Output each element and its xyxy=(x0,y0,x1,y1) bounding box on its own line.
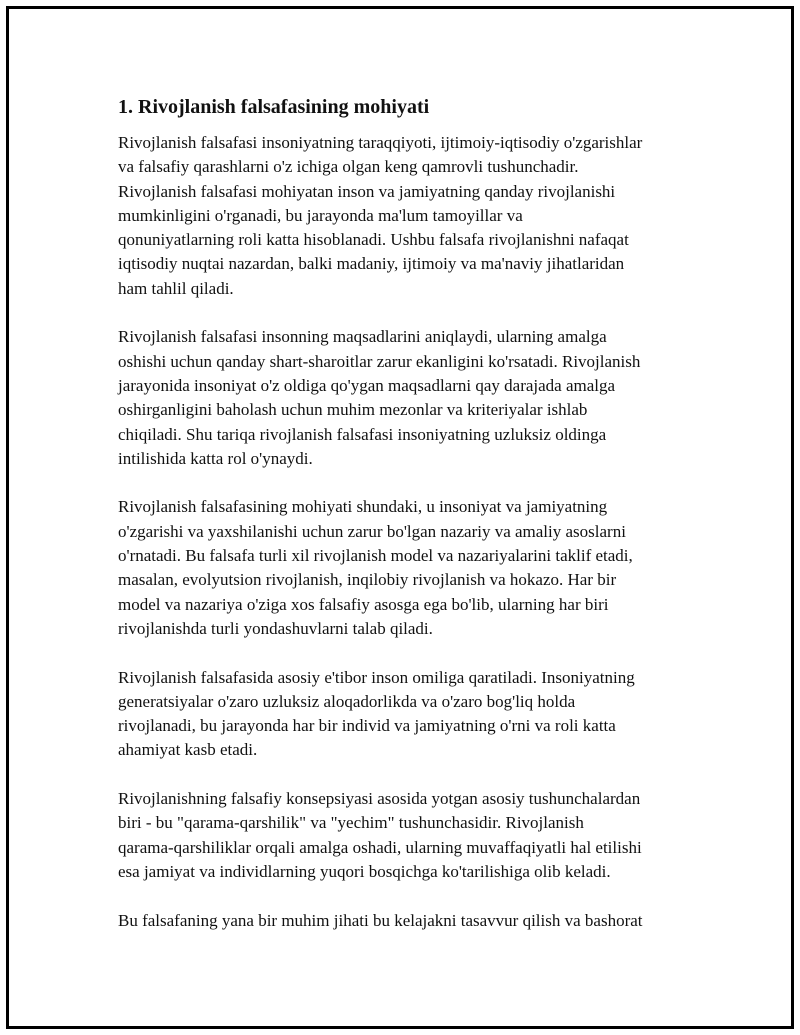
paragraph-1 xyxy=(118,131,698,301)
text-line: model va nazariya o'ziga xos falsafiy asosga ega bo'lib, ularning har biri xyxy=(118,594,609,614)
paragraph-6 xyxy=(118,909,698,933)
text-line: Rivojlanish falsafasi insoniyatning taraqqiyoti, ijtimoiy-iqtisodiy o'zgarishlar xyxy=(118,133,643,152)
section-heading: 1. Rivojlanish falsafasining mohiyati xyxy=(118,96,430,118)
text-line: Rivojlanish falsafasi mohiyatan inson va jamiyatning qanday rivojlanishi xyxy=(118,181,616,201)
text-line: Rivojlanish falsafasi insonning maqsadlarini aniqlaydi, ularning amalga xyxy=(118,327,607,347)
text-line: generatsiyalar o'zaro uzluksiz aloqadorlikda va o'zaro bog'liq holda xyxy=(118,691,576,711)
text-line: qarama-qarshiliklar orqali amalga oshadi, ularning muvaffaqiyatli hal etilishi xyxy=(118,837,642,857)
text-line: ahamiyat kasb etadi. xyxy=(118,740,258,760)
text-line: oshirganligini baholash uchun muhim mezonlar va kriteriyalar ishlab xyxy=(118,400,588,420)
paragraph-4 xyxy=(118,666,698,763)
text-line: jarayonida insoniyat o'z oldiga qo'ygan maqsadlarni qay darajada amalga xyxy=(118,375,616,395)
paragraph-5 xyxy=(118,787,698,884)
text-line: esa jamiyat va individlarning yuqori bosqichga ko'tarilishiga olib keladi. xyxy=(118,861,611,881)
text-line: Rivojlanishning falsafiy konsepsiyasi asosida yotgan asosiy tushunchalardan xyxy=(118,789,641,809)
text-line: o'rnatadi. Bu falsafa turli xil rivojlanish model va nazariyalarini taklif etadi, xyxy=(118,546,633,566)
text-line: rivojlanishda turli yondashuvlarni talab qiladi. xyxy=(118,618,433,638)
text-line: va falsafiy qarashlarni o'z ichiga olgan keng qamrovli tushunchadir. xyxy=(118,157,579,177)
text-line: mumkinligini o'rganadi, bu jarayonda ma'lum tamoyillar va xyxy=(118,205,523,225)
text-line: rivojlanadi, bu jarayonda har bir individ va jamiyatning o'rni va roli katta xyxy=(118,716,616,736)
text-line: ham tahlil qiladi. xyxy=(118,278,234,298)
text-line: chiqiladi. Shu tariqa rivojlanish falsafasi insoniyatning uzluksiz oldinga xyxy=(118,424,607,444)
text-line: Rivojlanish falsafasining mohiyati shundaki, u insoniyat va jamiyatning xyxy=(118,497,608,517)
text-line: Bu falsafaning yana bir muhim jihati bu kelajakni tasavvur qilish va bashorat xyxy=(118,910,643,930)
text-line: masalan, evolyutsion rivojlanish, inqilobiy rivojlanish va hokazo. Har bir xyxy=(118,570,617,590)
text-line: intilishida katta rol o'ynaydi. xyxy=(118,448,313,468)
text-line: biri - bu "qarama-qarshilik" va "yechim" tushunchasidir. Rivojlanish xyxy=(118,813,584,833)
text-line: Rivojlanish falsafasida asosiy e'tibor inson omiliga qaratiladi. Insoniyatning xyxy=(118,667,635,687)
text-line: qonuniyatlarning roli katta hisoblanadi. Ushbu falsafa rivojlanishni nafaqat xyxy=(118,230,629,250)
text-line: oshishi uchun qanday shart-sharoitlar zarur ekanligini ko'rsatadi. Rivojlanish xyxy=(118,351,641,371)
text-line: iqtisodiy nuqtai nazardan, balki madaniy, ijtimoiy va ma'naviy jihatlaridan xyxy=(118,254,625,274)
document-body xyxy=(118,94,698,957)
paragraph-2 xyxy=(118,325,698,471)
text-line: o'zgarishi va yaxshilanishi uchun zarur bo'lgan nazariy va amaliy asoslarni xyxy=(118,521,626,541)
paragraph-3 xyxy=(118,495,698,641)
